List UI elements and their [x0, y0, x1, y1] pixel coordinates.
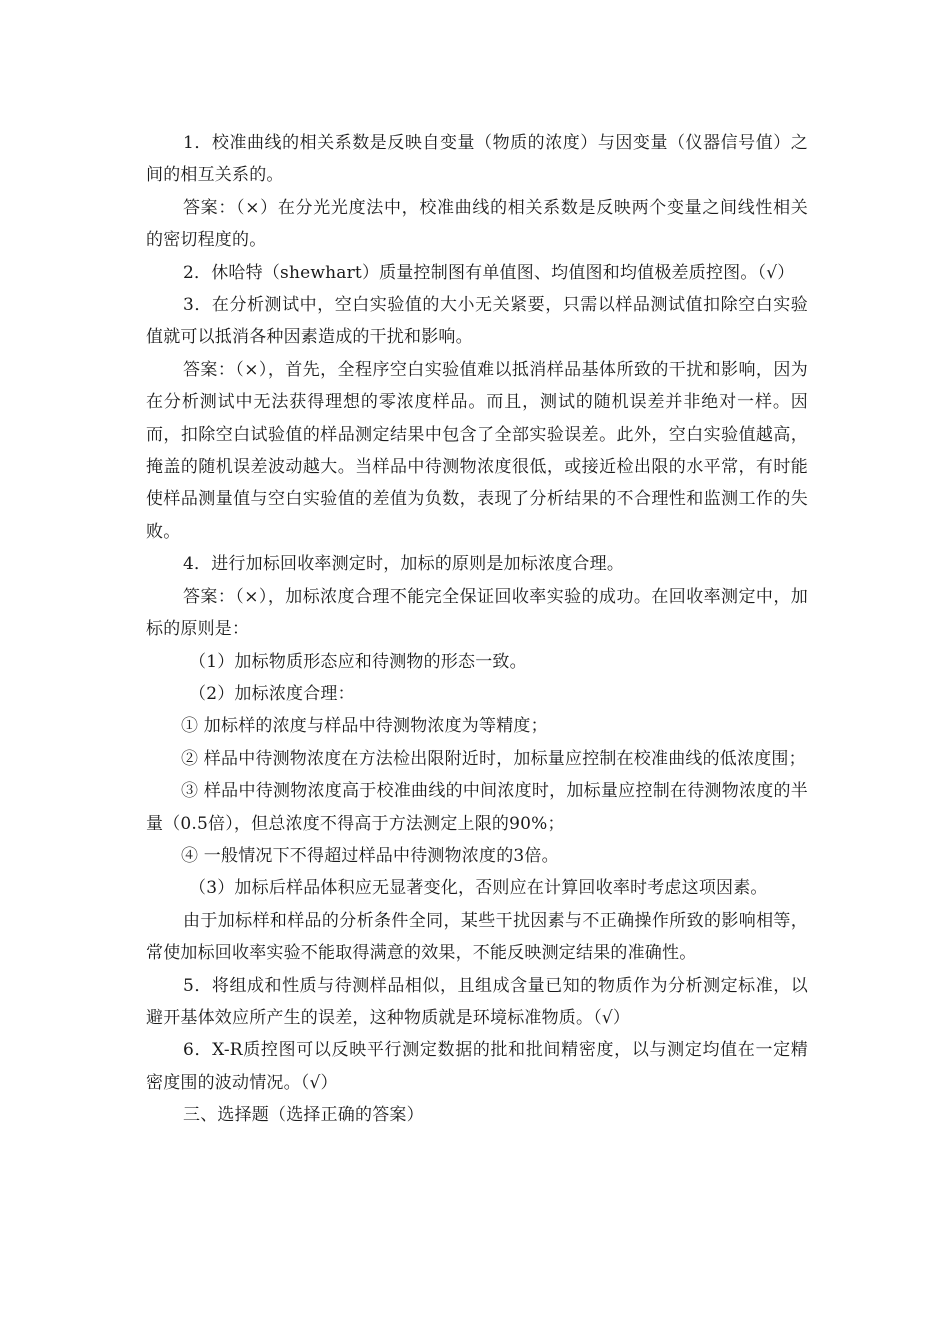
answer-4-item-3: （3）加标后样品体积应无显著变化，否则应在计算回收率时考虑这项因素。 — [189, 878, 768, 899]
question-6: 6．X-R质控图可以反映平行测定数据的批和批间精密度，以与测定均值在一定精密度围的波动情况。（√） — [146, 1040, 808, 1093]
answer-4-item-2-b: ② 样品中待测物浓度在方法检出限附近时，加标量应控制在校准曲线的低浓度围； — [181, 748, 806, 769]
answer-3: 答案：（×），首先，全程序空白实验值难以抵消样品基体所致的干扰和影响，因为在分析测试中无法获得理想的零浓度样品。而且，测试的随机误差并非绝对一样。因而，扣除空白试验值的样品测定结果中包含了全部实验误差。此外，空白实验值越高，掩盖的随机误差波动越大。当样品中待测物浓度很低，或接近检出限的水平常，有时能使样品测量值与空白实验值的差值为负数，表现了分析结果的不合理性和监测工作的失败。 — [146, 359, 808, 542]
question-2: 2．休哈特（shewhart）质量控制图有单值图、均值图和均值极差质控图。（√） — [183, 262, 795, 283]
answer-4-note: 由于加标样和样品的分析条件全同，某些干扰因素与不正确操作所致的影响相等，常使加标回收率实验不能取得满意的效果，不能反映测定结果的准确性。 — [146, 910, 808, 964]
answer-4: 答案：（×），加标浓度合理不能完全保证回收率实验的成功。在回收率测定中，加标的原则是： — [146, 586, 808, 640]
document-page — [146, 127, 808, 1132]
answer-4-item-2-d: ④ 一般情况下不得超过样品中待测物浓度的3倍。 — [181, 845, 559, 866]
question-4: 4．进行加标回收率测定时，加标的原则是加标浓度合理。 — [183, 554, 625, 575]
question-1: 1．校准曲线的相关系数是反映自变量（物质的浓度）与因变量（仪器信号值）之间的相互关系的。 — [146, 133, 808, 186]
section-3-heading: 三、选择题（选择正确的答案） — [183, 1105, 424, 1126]
answer-1: 答案：（×）在分光光度法中，校准曲线的相关系数是反映两个变量之间线性相关的密切程度的。 — [146, 197, 808, 251]
question-5: 5．将组成和性质与待测样品相似，且组成含量已知的物质作为分析测定标准，以避开基体效应所产生的误差，这种物质就是环境标准物质。（√） — [146, 975, 808, 1028]
question-3: 3．在分析测试中，空白实验值的大小无关紧要，只需以样品测试值扣除空白实验值就可以抵消各种因素造成的干扰和影响。 — [146, 295, 808, 348]
answer-4-item-1: （1）加标物质形态应和待测物的形态一致。 — [189, 651, 527, 672]
answer-4-item-2-c: ③ 样品中待测物浓度高于校准曲线的中间浓度时，加标量应控制在待测物浓度的半量（0.5倍），但总浓度不得高于方法测定上限的90%； — [146, 781, 808, 834]
answer-4-item-2: （2）加标浓度合理： — [189, 683, 355, 704]
answer-4-item-2-a: ① 加标样的浓度与样品中待测物浓度为等精度； — [181, 716, 548, 737]
